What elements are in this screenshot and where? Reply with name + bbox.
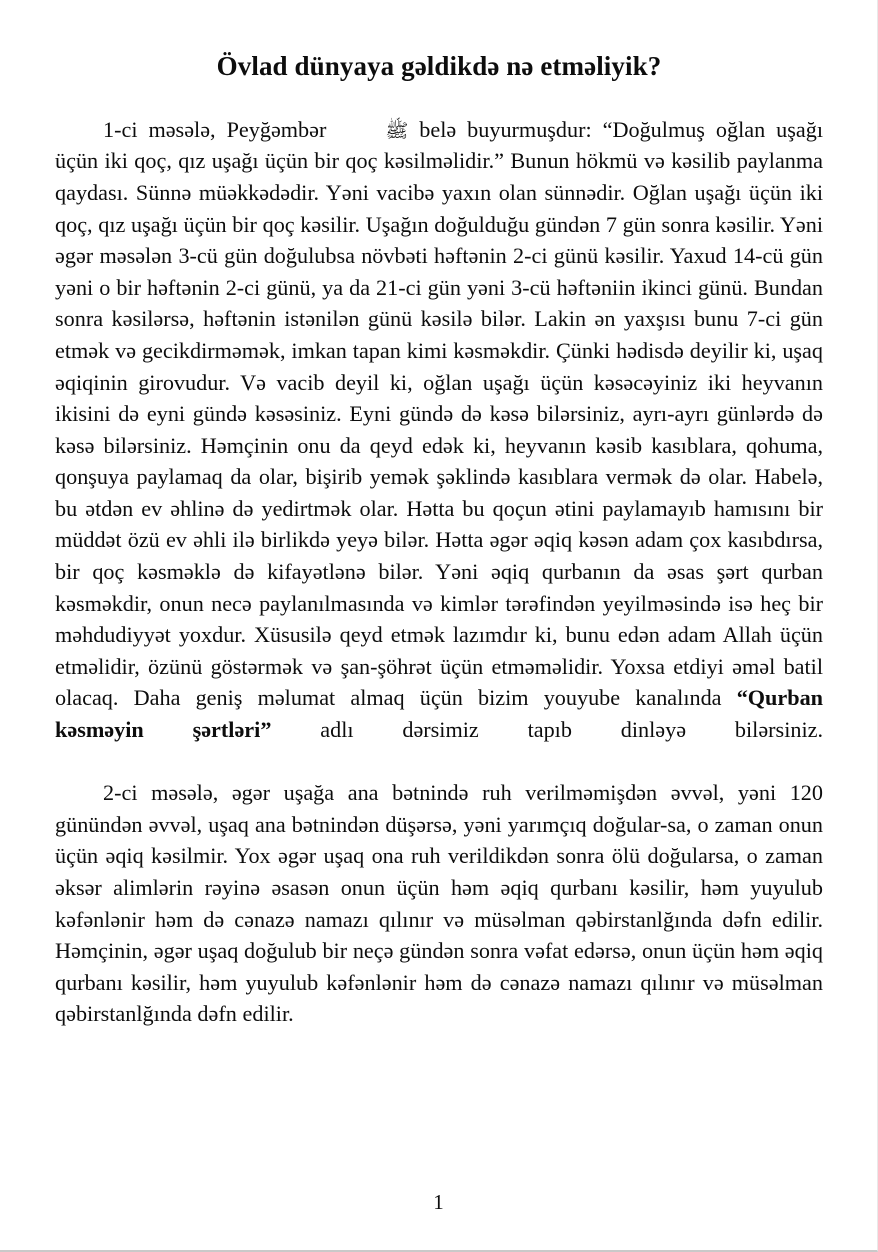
page-number: 1 xyxy=(433,1190,444,1214)
document-body xyxy=(55,84,823,1030)
emphasised-lesson-title: “Qurban kəsməyin şərtləri” xyxy=(55,685,823,743)
page-title: Övlad dünyaya gəldikdə nə etməliyik? xyxy=(216,51,662,81)
sallallahu-alayhi-wasallam-icon: ﷺ xyxy=(385,119,409,142)
paragraph-2: 2-ci məsələ, əgər uşağa ana bətnində ruh verilməmişdən əvvəl, yəni 120 günündən əvvəl, uşaq ana bətnindən düşərsə, yəni yarımçıq doğular-sa, o zaman onun üçün əqiq kəsilmir. Yox əgər uşaq ona ruh verildikdən sonra ölü doğularsa, o zaman əksər alimlərin rəyinə əsasən onun üçün həm əqiq qurbanı kəsilir, həm yuyulub kəfənlənir həm də cənazə namazı qılınır və müsəlman qəbirstanlğında dəfn edilir. Həmçinin, əgər uşaq doğulub bir neçə gündən sonra vəfat edərsə, onun üçün həm əqiq qurbanı kəsilir, həm yuyulub kəfənlənir həm də cənazə namazı qılınır və müsəlman qəbirstanlğında dəfn edilir. xyxy=(55,780,823,1027)
page-content-area xyxy=(55,0,823,1030)
paragraph-1: 1-ci məsələ, Peyğəmbər ﷺ belə buyurmuşdur: “Doğulmuş oğlan uşağı üçün iki qoç, qız uşağı üçün bir qoç kəsilməlidir.” Bunun hökmü və kəsilib paylanma qaydası. Sünnə müəkkədədir. Yəni vacibə yaxın olan sünnədir. Oğlan uşağı üçün iki qoç, qız uşağı üçün bir qoç kəsilir. Uşağın doğulduğu gündən 7 gün sonra kəsilir. Yəni əgər məsələn 3-cü gün doğulubsa növbəti həftənin 2-ci günü kəsilir. Yaxud 14-cü gün yəni o bir həftənin 2-ci günü, ya da 21-ci gün yəni 3-cü həftəniin ikinci günü. Bundan sonra kəsilərsə, həftənin istənilən günü kəsilə bilər. Lakin ən yaxşısı bunu 7-ci gün etmək və gecikdirməmək, imkan tapan kimi kəsməkdir. Çünki hədisdə deyilir ki, uşaq əqiqinin girovudur. Və vacib deyil ki, oğlan uşağı üçün kəsəcəyiniz iki heyvanın ikisini də eyni gündə kəsəsiniz. Eyni gündə də kəsə bilərsiniz, ayrı-ayrı günlərdə də kəsə bilərsiniz. Həmçinin onu da qeyd edək ki, heyvanın kəsib kasıblara, qohuma, qonşuya paylamaq da olar, bişirib yemək şəklində kasıblara vermək də olar. Habelə, bu ətdən ev əhlinə də yedirtmək olar. Hətta bu qoçun ətini paylamayıb hamısını bir müddət özü ev əhli ilə birlikdə yeyə bilər. Hətta əgər əqiq kəsən adam çox kasıbdırsa, bir qoç kəsməklə də kifayətlənə bilər. Yəni əqiq qurbanın da əsas şərt qurban kəsməkdir, onun necə paylanılmasında və kimlər tərəfindən yeyilməsində isə heç bir məhdudiyyət yoxdur. Xüsusilə qeyd etmək lazımdır ki, bunu edən adam Allah üçün etməlidir, özünü göstərmək və şan-şöhrət üçün etməməlidir. Yoxsa etdiyi əməl batil olacaq. Daha geniş məlumat almaq üçün bizim youyube kanalında “Qurban kəsməyin şərtləri” adlı dərsimiz tapıb dinləyə bilərsiniz. xyxy=(55,116,824,743)
